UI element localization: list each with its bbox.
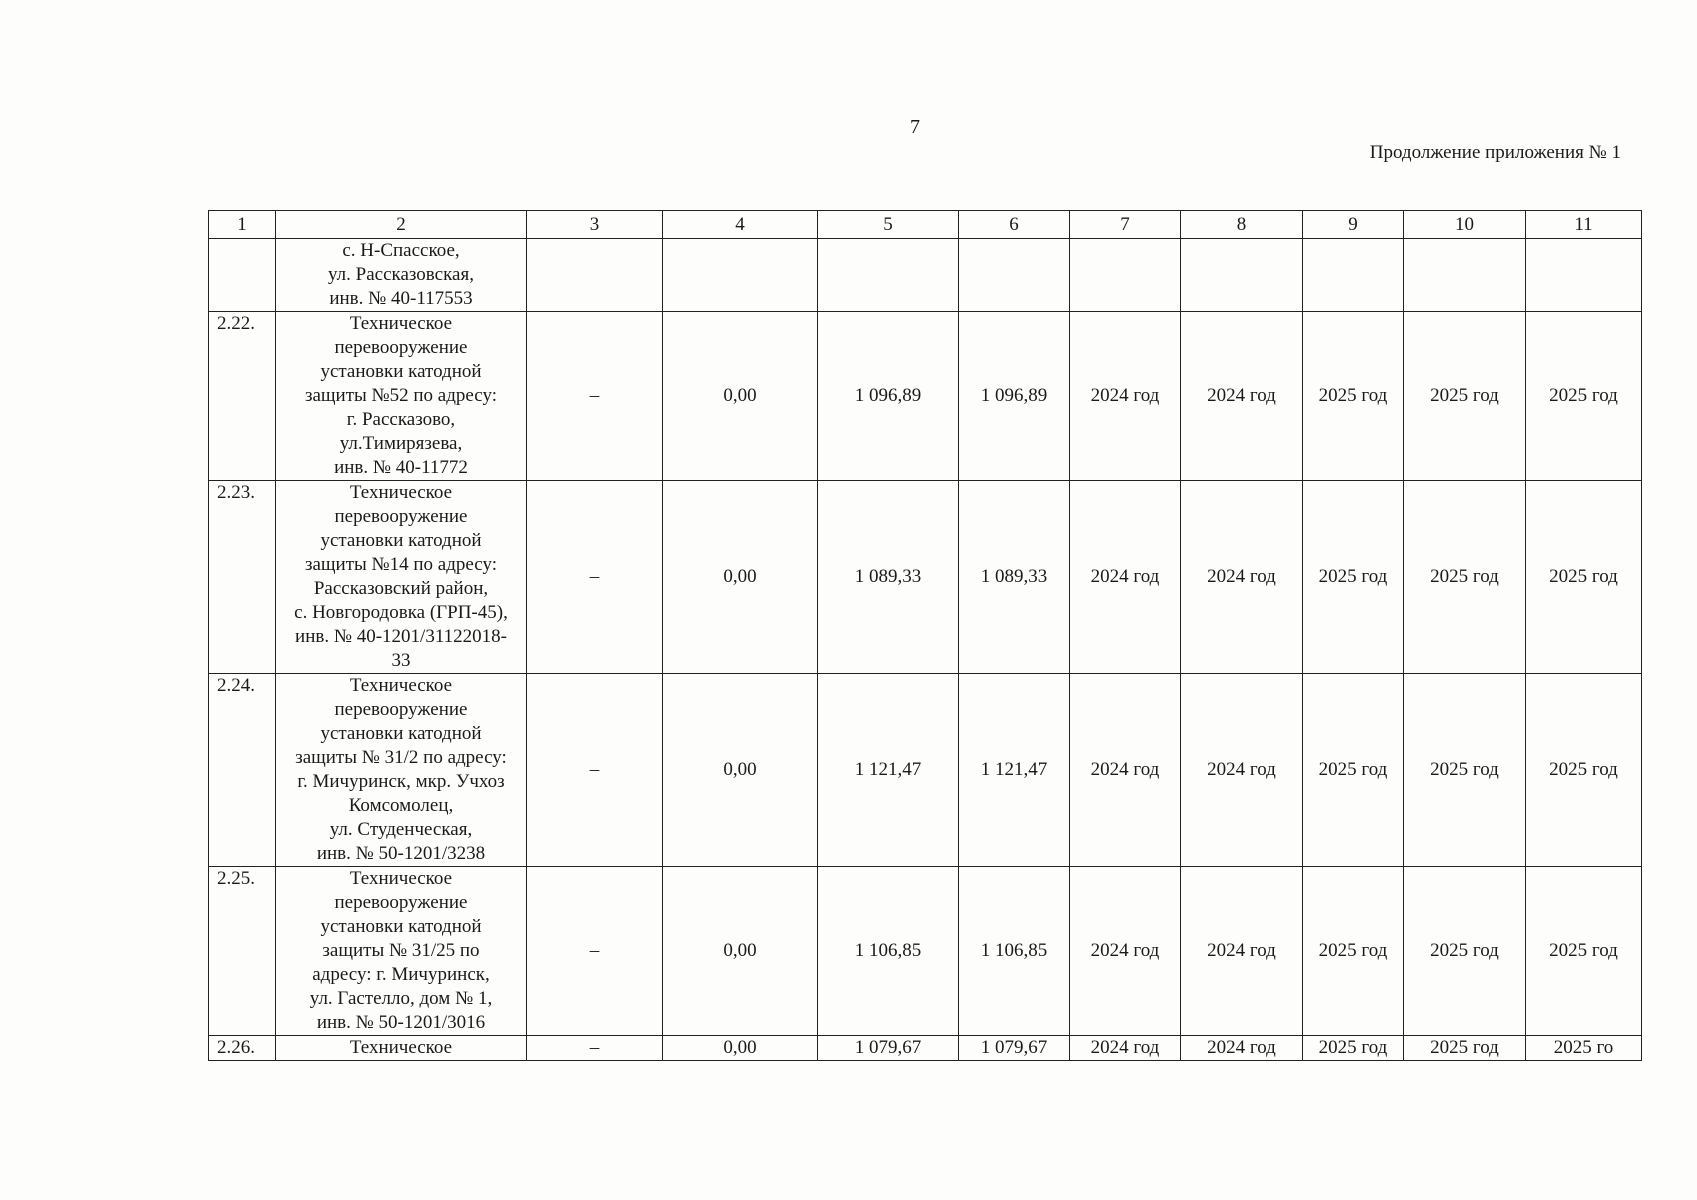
description-line: Техническое [349,868,453,889]
description-line: г. Мичуринск, мкр. Учхоз [297,771,505,792]
item-number: 2.24. [209,674,276,867]
description-line: инв. № 40-11772 [334,457,468,478]
item-number: 2.22. [209,312,276,481]
item-description [276,481,527,674]
appendix-caption: Продолжение приложения № 1 [1369,142,1621,163]
cell-c8: 2024 год [1181,867,1303,1036]
description-line: 33 [391,650,411,671]
cell-c6: 1 106,85 [959,867,1070,1036]
description-line: перевооружение [334,892,468,913]
header-cell: 1 [209,211,276,239]
cell-c7: 2024 год [1070,312,1181,481]
cell-c6: 1 121,47 [959,674,1070,867]
cell-c4: 0,00 [663,1036,818,1061]
description-line: установки катодной [320,530,482,551]
cell-c11: 2025 год [1526,481,1642,674]
header-row [209,211,1642,239]
cell-c3: – [527,481,663,674]
item-description [276,867,527,1036]
cell-c4: 0,00 [663,867,818,1036]
cell-c10: 2025 год [1404,674,1526,867]
table-row [209,867,1642,1036]
description-line: установки катодной [320,916,482,937]
description-line: Техническое [349,675,453,696]
cell-c10: 2025 год [1404,1036,1526,1061]
cell-c11: 2025 год [1526,867,1642,1036]
item-description [276,239,527,312]
cell-c8 [1181,239,1303,312]
cell-c9: 2025 год [1303,674,1404,867]
description-line: инв. № 40-117553 [329,288,473,309]
cell-c3: – [527,674,663,867]
description-line: Комсомолец, [348,795,454,816]
cell-c7: 2024 год [1070,1036,1181,1061]
cell-c10: 2025 год [1404,312,1526,481]
description-line: с. Новгородовка (ГРП-45), [294,602,508,623]
header-cell: 10 [1404,211,1526,239]
cell-c4: 0,00 [663,312,818,481]
header-cell: 8 [1181,211,1303,239]
description-line: установки катодной [320,723,482,744]
cell-c7: 2024 год [1070,481,1181,674]
description-line: ул.Тимирязева, [339,433,463,454]
cell-c10: 2025 год [1404,867,1526,1036]
description-line: защиты № 31/2 по адресу: [295,747,507,768]
description-line: перевооружение [334,506,468,527]
cell-c9: 2025 год [1303,481,1404,674]
item-description [276,1036,527,1061]
item-description [276,312,527,481]
description-line: Техническое [349,1037,453,1058]
table-row [209,312,1642,481]
cell-c7 [1070,239,1181,312]
cell-c7: 2024 год [1070,674,1181,867]
cell-c11 [1526,239,1642,312]
cell-c6: 1 079,67 [959,1036,1070,1061]
description-line: Рассказовский район, [313,578,489,599]
cell-c3: – [527,312,663,481]
description-line: ул. Рассказовская, [328,264,474,285]
description-line: инв. № 50-1201/3238 [316,843,486,864]
header-cell: 5 [818,211,959,239]
cell-c11: 2025 го [1526,1036,1642,1061]
description-line: защиты № 31/25 по [322,940,480,961]
table-row [209,239,1642,312]
cell-c5: 1 106,85 [818,867,959,1036]
description-line: Техническое [349,482,453,503]
header-cell: 6 [959,211,1070,239]
cell-c4: 0,00 [663,481,818,674]
cell-c8: 2024 год [1181,1036,1303,1061]
cell-c6 [959,239,1070,312]
header-cell: 2 [276,211,527,239]
cell-c6: 1 096,89 [959,312,1070,481]
description-line: ул. Студенческая, [329,819,473,840]
item-description [276,674,527,867]
header-cell: 11 [1526,211,1642,239]
description-line: защиты №52 по адресу: [304,385,498,406]
description-line: перевооружение [334,337,468,358]
description-line: Техническое [349,313,453,334]
description-line: перевооружение [334,699,468,720]
description-line: инв. № 50-1201/3016 [316,1012,486,1033]
header-cell: 4 [663,211,818,239]
cell-c3: – [527,1036,663,1061]
item-number: 2.26. [209,1036,276,1061]
cell-c3: – [527,867,663,1036]
table-row [209,481,1642,674]
description-line: адресу: г. Мичуринск, [312,964,490,985]
cell-c9: 2025 год [1303,867,1404,1036]
description-line: защиты №14 по адресу: [304,554,498,575]
description-line: ул. Гастелло, дом № 1, [309,988,493,1009]
cell-c5 [818,239,959,312]
cell-c8: 2024 год [1181,481,1303,674]
header-cell: 7 [1070,211,1181,239]
cell-c7: 2024 год [1070,867,1181,1036]
cell-c9: 2025 год [1303,312,1404,481]
cell-c5: 1 089,33 [818,481,959,674]
cell-c9 [1303,239,1404,312]
cell-c3 [527,239,663,312]
cell-c10 [1404,239,1526,312]
description-line: г. Рассказово, [346,409,456,430]
cell-c6: 1 089,33 [959,481,1070,674]
page-number: 7 [910,116,920,138]
cell-c8: 2024 год [1181,674,1303,867]
cell-c4: 0,00 [663,674,818,867]
header-cell: 3 [527,211,663,239]
cell-c4 [663,239,818,312]
description-line: установки катодной [320,361,482,382]
table-body [209,211,1642,1061]
item-number: 2.23. [209,481,276,674]
cell-c9: 2025 год [1303,1036,1404,1061]
item-number [209,239,276,312]
works-table [208,210,1642,1061]
cell-c8: 2024 год [1181,312,1303,481]
table-row [209,674,1642,867]
cell-c5: 1 121,47 [818,674,959,867]
cell-c11: 2025 год [1526,312,1642,481]
cell-c11: 2025 год [1526,674,1642,867]
cell-c5: 1 096,89 [818,312,959,481]
table-row [209,1036,1642,1061]
item-number: 2.25. [209,867,276,1036]
cell-c10: 2025 год [1404,481,1526,674]
header-cell: 9 [1303,211,1404,239]
cell-c5: 1 079,67 [818,1036,959,1061]
description-line: инв. № 40-1201/31122018- [295,626,507,647]
description-line: с. Н-Спасское, [342,240,460,261]
